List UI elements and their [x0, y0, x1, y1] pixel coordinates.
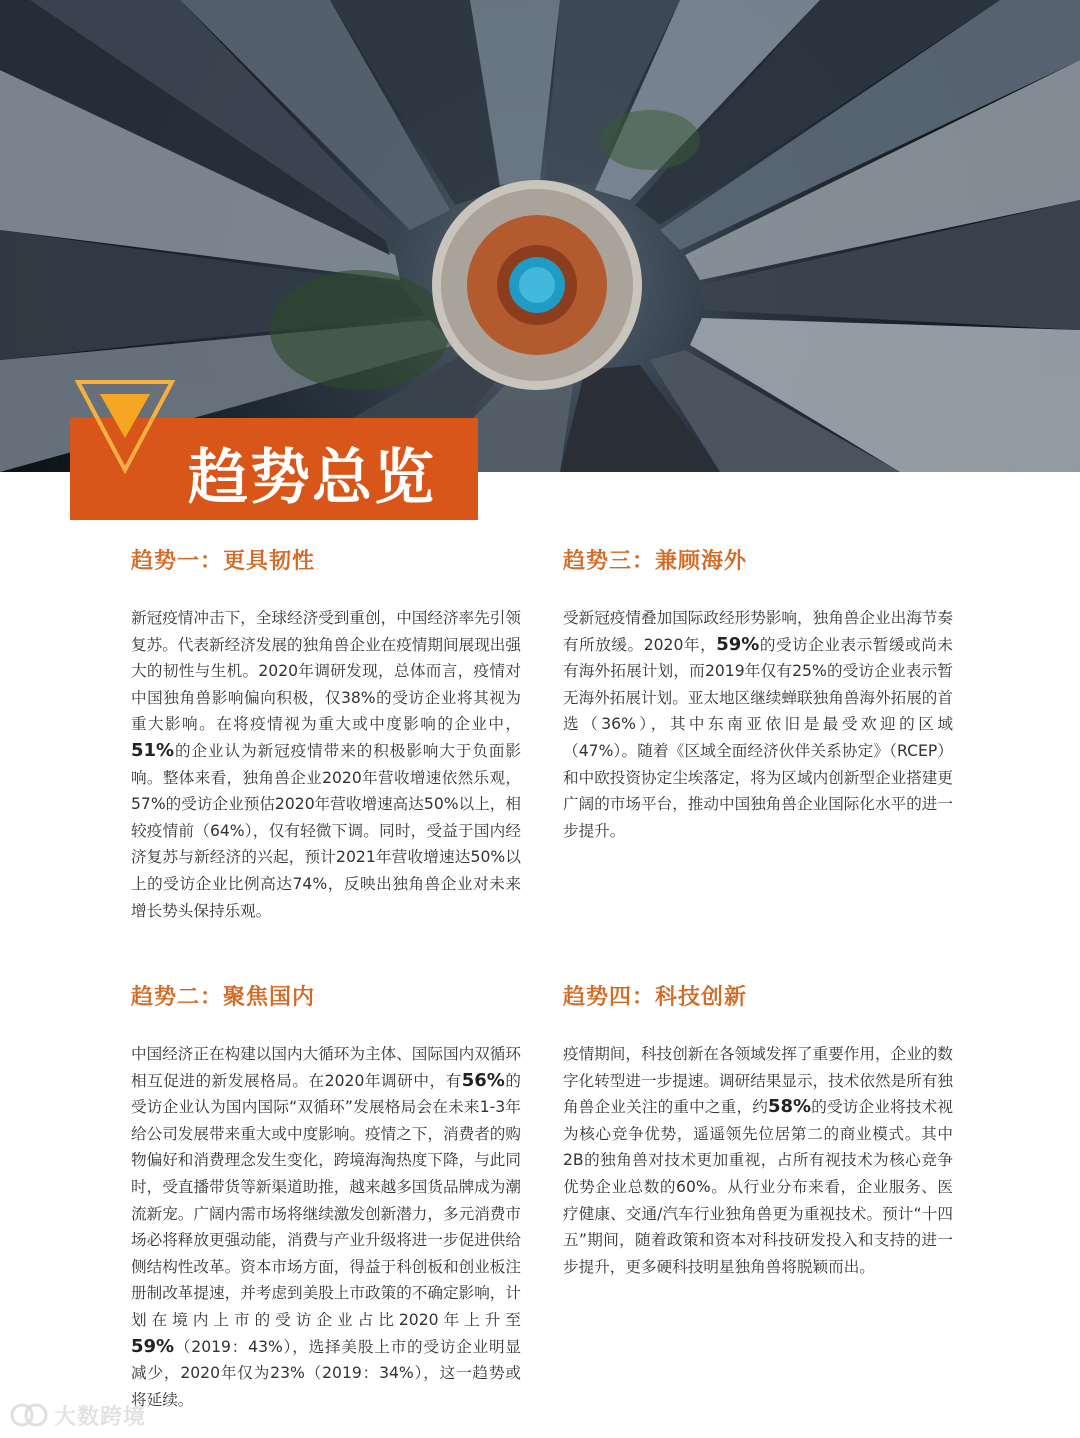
trend-one-text-a: 新冠疫情冲击下，全球经济受到重创，中国经济率先引领复苏。代表新经济发展的独角兽企业在疫情期间展现出强大的韧性与生机。2020年调研发现，总体而言，疫情对中国独角兽影响偏向积极，仅38%的受访企业将其视为重大影响。在将疫情视为重大或中度影响的企业中， — [131, 609, 521, 734]
trend-two-section — [131, 980, 521, 1413]
trend-one-text-b: 的企业认为新冠疫情带来的积极影响大于负面影响。整体来看，独角兽企业2020年营收增速依然乐观，57%的受访企业预估2020年营收增速高达50%以上，相较疫情前（64%），仅有轻微下调。同时，受益于国内经济复苏与新经济的兴起，预计2021年营收增速达50%以上的受访企业比例高达74%，反映出独角兽企业对未来增长势头保持乐观。 — [131, 741, 521, 920]
trend-two-text-c: （2019：43%），选择美股上市的受访企业明显减少，2020年仅为23%（2019：34%），这一趋势或将延续。 — [131, 1337, 521, 1409]
trend-two-text-b: 的受访企业认为国内国际“双循环”发展格局会在未来1-3年给公司发展带来重大或中度影响。疫情之下，消费者的购物偏好和消费理念发生变化，跨境海淘热度下降，与此同时，受直播带货等新渠道助推，越来越多国货品牌成为潮流新宠。广阔内需市场将继续激发创新潜力，多元消费市场必将释放更强动能，消费与产业升级将进一步促进供给侧结构性改革。资本市场方面，得益于科创板和创业板注册制改革提速，并考虑到美股上市政策的不确定影响，计划在境内上市的受访企业占比2020年上升至 — [131, 1071, 521, 1329]
watermark-text: 大数跨境 — [54, 1405, 147, 1430]
triangle-overlay-icon — [70, 372, 180, 482]
trend-two-body — [131, 1041, 521, 1413]
trend-three-text-b: 的受访企业表示暂缓或尚未有海外拓展计划，而2019年仅有25%的受访企业表示暂无海外拓展计划。亚太地区继续蝉联独角兽海外拓展的首选（36%），其中东南亚依旧是最受欢迎的区域（47%）。随着《区域全面经济伙伴关系协定》（RCEP）和中欧投资协定尘埃落定，将为区域内创新型企业搭建更广阔的市场平台，推动中国独角兽企业国际化水平的进一步提升。 — [563, 635, 953, 840]
trend-two-text-a: 中国经济正在构建以国内大循环为主体、国际国内双循环相互促进的新发展格局。在2020年调研中，有 — [131, 1045, 521, 1090]
trend-four-title: 趋势四：科技创新 — [563, 985, 748, 1010]
page-title: 趋势总览 — [188, 443, 436, 513]
trend-three-section — [563, 544, 953, 844]
trend-four-highlight: 58% — [767, 1096, 812, 1118]
trend-one-body — [131, 605, 521, 924]
trend-two-highlight-b: 59% — [131, 1335, 175, 1357]
trend-three-text-a: 受新冠疫情叠加国际政经形势影响，独角兽企业出海节奏有所放缓。2020年， — [563, 609, 953, 654]
trend-two-highlight-a: 56% — [461, 1069, 505, 1091]
trend-four-text-a: 疫情期间，科技创新在各领域发挥了重要作用，企业的数字化转型进一步提速。调研结果显示，技术依然是所有独角兽企业关注的重中之重，约 — [563, 1045, 953, 1117]
trend-four-section — [563, 980, 953, 1280]
trend-one-section — [131, 544, 521, 924]
trend-three-body — [563, 605, 953, 844]
trend-two-title: 趋势二：聚焦国内 — [131, 985, 316, 1010]
trend-one-highlight: 51% — [131, 739, 175, 761]
trend-four-text-b: 的受访企业将技术视为核心竞争优势，遥遥领先位居第二的商业模式。其中2B的独角兽对技术更加重视，占所有视技术为核心竞争优势企业总数的60%。从行业分布来看，企业服务、医疗健康、交通/汽车行业独角兽更为重视技术。预计“十四五”期间，随着政策和资本对科技研发投入和支持的进一步提升，更多硬科技明星独角兽将脱颖而出。 — [563, 1098, 953, 1276]
trend-three-title: 趋势三：兼顾海外 — [563, 549, 748, 574]
trend-four-body — [563, 1041, 953, 1280]
watermark-logo-icon — [8, 1400, 50, 1430]
trend-one-title: 趋势一：更具韧性 — [131, 549, 316, 574]
trend-three-highlight: 59% — [716, 633, 760, 655]
